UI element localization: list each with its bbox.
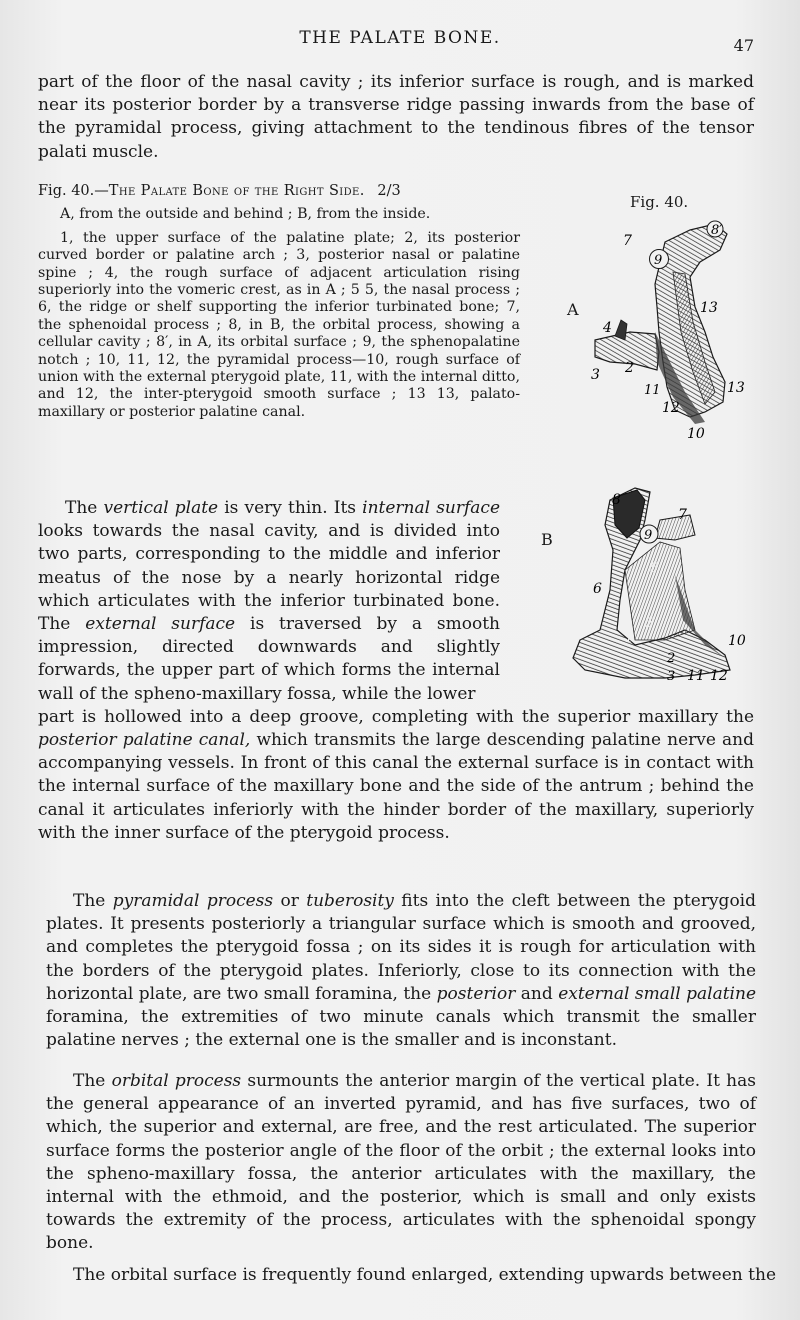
view-a-callout: 7 (623, 233, 632, 249)
view-b-callout: 10 (728, 633, 746, 649)
view-b-callout: 3 (667, 669, 676, 684)
text-run: The (73, 891, 113, 911)
text-run: The (65, 498, 104, 518)
view-b-callout: 9 (644, 528, 653, 543)
text-run: part is hollowed into a deep groove, completing with the superior maxillary the (38, 706, 754, 727)
text-run: which transmits the large descending palatine nerve and accompanying vessels. In front of this canal the external surface is in contact with the internal surface of the maxillary bone and the side of the antrum ; behind the canal it articulates inferiorly with the hinder border of the maxillary, superiorly with the inner surface of the pterygoid process. (38, 730, 754, 843)
view-b-callout: 6 (593, 581, 602, 597)
figure-caption-prefix: Fig. 40.— (38, 183, 109, 199)
orbital-surface-paragraph: The orbital surface is frequently found enlarged, extending upwards between the (73, 1265, 777, 1285)
figure-label: Fig. 40. (630, 193, 689, 211)
italic-term: pyramidal process (112, 891, 274, 911)
figure-caption-title (38, 183, 520, 200)
view-a-callout: 11 (644, 383, 661, 398)
text-run: foramina, the extremities of two minute canals which transmit the smaller palatine nerves ; the external one is the smaller and is inconstant. (46, 1007, 756, 1051)
view-a-callout: 13 (700, 300, 718, 316)
vertical-plate-paragraph (38, 497, 754, 845)
view-a-callout: 12 (662, 400, 680, 416)
text-run: fits into the cleft between the pterygoid plates. It presents posteriorly a triangular surface which is smooth and grooved, and completes the pterygoid fossa ; on its sides it is rough for articulation with the borders of the pterygoid plates. Inferiorly, close to its connection with the horizontal plate, are two small foramina, the (46, 891, 756, 1004)
view-b-label: B (541, 530, 553, 549)
figure-40-view-a (555, 212, 755, 442)
figure-caption (38, 183, 520, 421)
view-b-callout: 5 (650, 561, 659, 576)
italic-term: external small palatine (558, 983, 757, 1004)
vertical-plate-text-wrapped (38, 497, 500, 706)
view-a-label: A (567, 300, 579, 319)
italic-term: internal surface (362, 498, 500, 518)
italic-term: vertical plate (103, 498, 219, 518)
text-run: is traversed by a smooth impression, directed downwards and slightly forwards, the upper part of which forms the internal wall of the spheno-maxillary fossa, while the lower (38, 614, 500, 704)
italic-term: posterior (436, 983, 516, 1004)
text-run: surmounts the anterior margin of the vertical plate. It has the general appearance of an inverted pyramid, and has five surfaces, two of which, the superior and external, are free, and the rest articulated. The superior surface forms the posterior angle of the floor of the orbit ; the external looks into the spheno-maxillary fossa, the anterior articulates with the maxillary, the internal with the ethmoid, and the posterior, which is small and only exists towards the extremity of the process, articulates with the sphenoidal spongy bone. (46, 1071, 756, 1254)
running-head: THE PALATE BONE. (299, 28, 501, 48)
view-a-callout: 3 (591, 367, 600, 383)
text-run: is very thin. Its (218, 498, 363, 518)
view-b-callout: 8 (612, 492, 621, 508)
view-b-callout: 12 (710, 668, 728, 684)
text-run: and (515, 983, 559, 1004)
pyramidal-process-paragraph (46, 890, 756, 1052)
figure-scale: 2/3 (377, 183, 401, 199)
view-a-callout: 13 (727, 380, 745, 396)
text-run: or (273, 891, 307, 911)
text-run: The (73, 1071, 112, 1091)
italic-term: tuberosity (306, 891, 394, 911)
orbital-process-paragraph (46, 1070, 756, 1256)
view-a-callout: 10 (687, 426, 705, 442)
figure-caption-name: The Palate Bone of the Right Side. (108, 183, 365, 199)
page-number: 47 (733, 36, 754, 55)
view-b-callout: 1 (625, 631, 634, 646)
figure-legend: 1, the upper surface of the palatine plate; 2, its posterior curved border or palatine arch ; 3, posterior nasal or palatine spine ; 4, the rough surface of adjacent articulation rising superiorly into the vomeric crest, as in A ; 5 5, the nasal process ; 6, the ridge or shelf supporting the inferior turbinated bone; 7, the sphenoidal process ; 8, in B, the orbital process, showing a cellular cavity ; 8′, in A, its orbital surface ; 9, the sphenopalatine notch ; 10, 11, 12, the pyramidal process—10, rough surface of union with the external pterygoid plate, 11, with the internal ditto, and 12, the inter-pterygoid smooth surface ; 13 13, palato-maxillary or posterior palatine canal. (38, 229, 520, 420)
italic-term: posterior palatine canal, (38, 730, 251, 751)
view-a-callout: 4 (603, 320, 612, 336)
italic-term: orbital process (111, 1071, 242, 1091)
view-b-callout: 11 (687, 668, 705, 684)
figure-caption-subtitle: A, from the outside and behind ; B, from the inside. (60, 206, 431, 223)
view-a-callout: 2 (625, 360, 634, 376)
vertical-plate-text-full (38, 706, 754, 845)
view-a-callout: 9 (654, 253, 663, 268)
intro-paragraph: part of the floor of the nasal cavity ; its inferior surface is rough, and is marked near its posterior border by a transverse ridge passing inwards from the base of the pyramidal process, giving attachment to the tendinous fibres of the tensor palati muscle. (38, 72, 754, 162)
view-a-callout: 8′ (711, 223, 723, 238)
view-b-callout: 2 (667, 651, 676, 666)
view-b-callout: 7 (678, 507, 687, 523)
italic-term: external surface (85, 614, 236, 635)
text-run: looks towards the nasal cavity, and is divided into two parts, corresponding to the middle and inferior meatus of the nose by a nearly horizontal ridge which articulates with the inferior turbinated bone. The (38, 521, 500, 635)
view-b-callout: 5 (645, 616, 654, 631)
